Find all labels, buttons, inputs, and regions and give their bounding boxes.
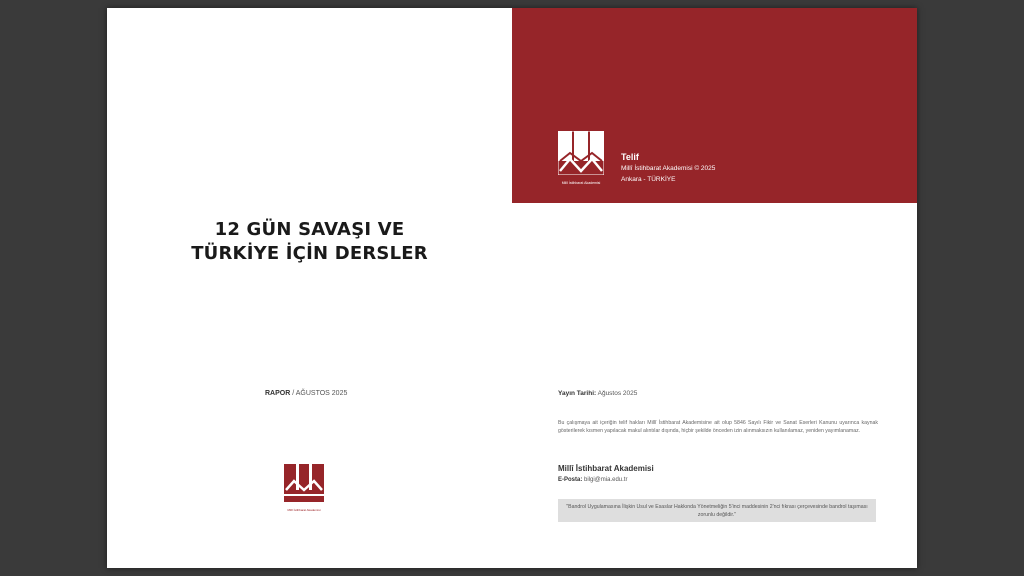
publication-date bbox=[558, 390, 637, 397]
publication-date-label: Yayın Tarihi: bbox=[558, 390, 597, 397]
copyright-page bbox=[512, 8, 917, 568]
copyright-info bbox=[621, 151, 715, 185]
academy-logo bbox=[284, 464, 324, 512]
report-separator: / bbox=[290, 390, 296, 397]
report-date-line bbox=[265, 390, 347, 397]
copyright-org: Millî İstihbarat Akademisi © 2025 bbox=[621, 165, 716, 172]
email-value: bilgi@mia.edu.tr bbox=[582, 477, 628, 483]
logo-caption-white: Millî İstihbarat Akademisi bbox=[561, 181, 601, 185]
copyright-notice: Bu çalışmaya ait içeriğin telif hakları Millî İstihbarat Akademisine ait olup 5846 Sayılı Fikir ve Sanat Eserleri Kanunu uyarınca kaynak gösterilerek kısmen yapılacak makul alıntılar dışında, hiçbir şekilde önceden izin alınmaksızın kullanılamaz, yeniden yayımlanamaz. bbox=[558, 420, 878, 434]
copyright-banner bbox=[512, 8, 917, 203]
title-line-1: 12 GÜN SAVAŞI VE bbox=[214, 219, 405, 240]
page-spread bbox=[107, 8, 917, 568]
organization-name: Millî İstihbarat Akademisi bbox=[558, 464, 654, 473]
academy-logo-icon bbox=[284, 464, 324, 502]
document-title bbox=[107, 218, 512, 266]
title-line-2: TÜRKİYE İÇİN DERSLER bbox=[191, 243, 428, 264]
report-label: RAPOR bbox=[265, 390, 291, 397]
logo-caption: Millî İstihbarat Akademisi bbox=[287, 508, 321, 512]
academy-logo-white bbox=[558, 131, 604, 185]
cover-page bbox=[107, 8, 512, 568]
contact-email bbox=[558, 477, 627, 483]
copyright-title: Telif bbox=[621, 152, 639, 162]
email-label: E-Posta: bbox=[558, 477, 583, 483]
academy-logo-white-icon bbox=[558, 131, 604, 175]
bandrol-notice: "Bandrol Uygulamasına İlişkin Usul ve Esaslar Hakkında Yönetmeliğin 5'inci maddesinin 2'nci fıkrası çerçevesinde bandrol taşıması zorunlu değildir." bbox=[558, 499, 876, 522]
copyright-city: Ankara - TÜRKİYE bbox=[621, 176, 676, 183]
publication-date-value: Ağustos 2025 bbox=[596, 390, 638, 397]
report-date: AĞUSTOS 2025 bbox=[295, 390, 348, 397]
